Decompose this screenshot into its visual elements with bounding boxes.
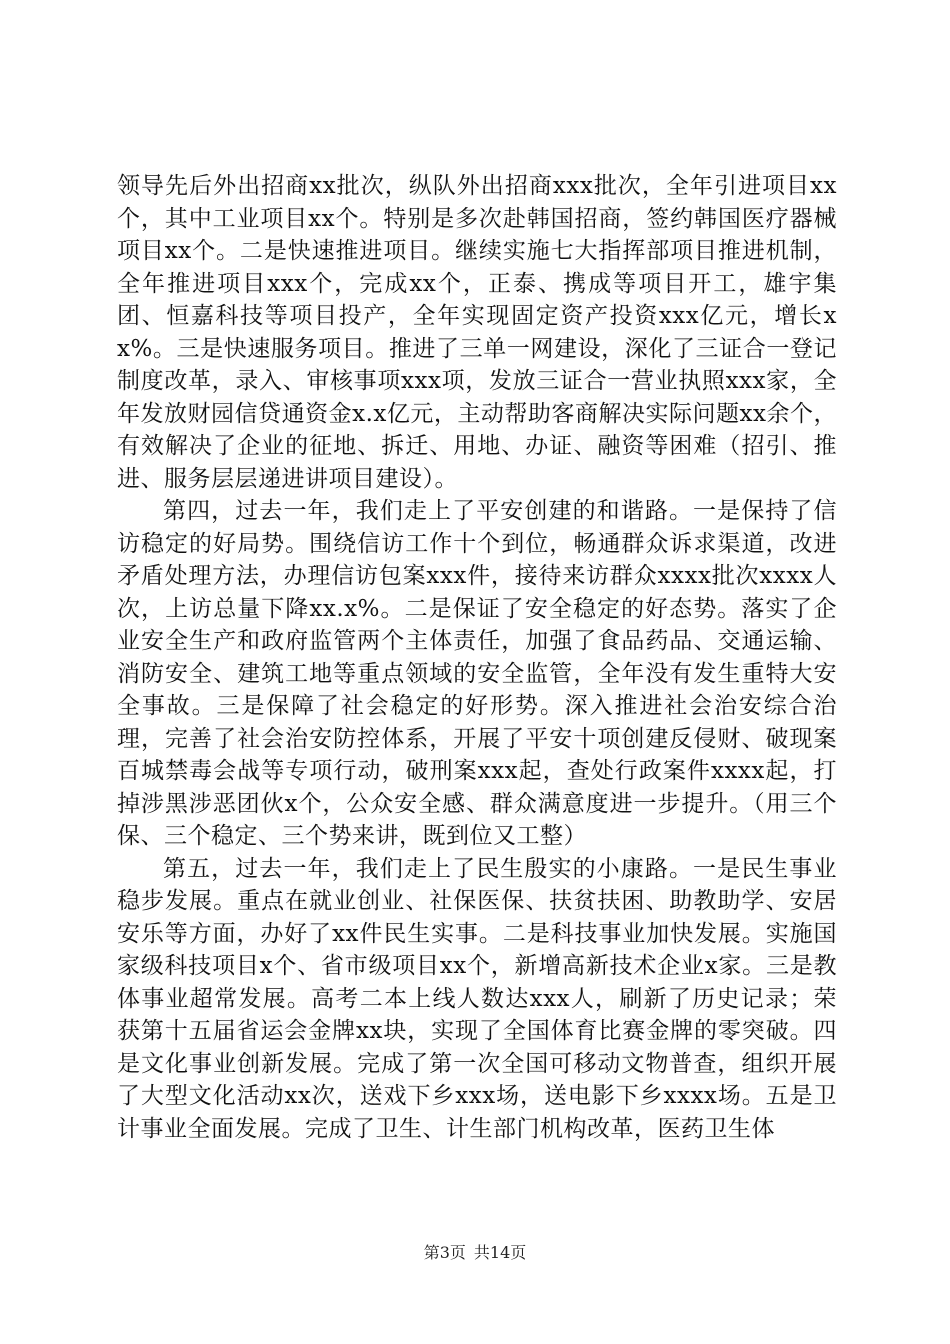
paragraph-2: 第四，过去一年，我们走上了平安创建的和谐路。一是保持了信访稳定的好局势。围绕信访工作十个到位，畅通群众诉求渠道，改进矛盾处理方法，办理信访包案xxx件，接待来访群众xxxx批次xxxx人次，上访总量下降xx.x%。二是保证了安全稳定的好态势。落实了企业安全生产和政府监管两个主体责任，加强了食品药品、交通运输、消防安全、建筑工地等重点领域的安全监管，全年没有发生重特大安全事故。三是保障了社会稳定的好形势。深入推进社会治安综合治理，完善了社会治安防控体系，开展了平安十项创建反侵财、破现案百城禁毒会战等专项行动，破刑案xxx起，查处行政案件xxxx起，打掉涉黑涉恶团伙x个，公众安全感、群众满意度进一步提升。（用三个保、三个稳定、三个势来讲，既到位又工整） xyxy=(117,498,837,849)
page-number-current: 第3页 xyxy=(423,1243,466,1262)
page-footer xyxy=(0,1242,950,1264)
document-body xyxy=(117,170,837,1145)
page-number-total: 共14页 xyxy=(473,1243,527,1262)
paragraph-1: 领导先后外出招商xx批次，纵队外出招商xxx批次，全年引进项目xx个，其中工业项目xx个。特别是多次赴韩国招商，签约韩国医疗器械项目xx个。二是快速推进项目。继续实施七大指挥部项目推进机制，全年推进项目xxx个，完成xx个，正泰、携成等项目开工，雄宇集团、恒嘉科技等项目投产，全年实现固定资产投资xxx亿元，增长xx%。三是快速服务项目。推进了三单一网建设，深化了三证合一登记制度改革，录入、审核事项xxx项，发放三证合一营业执照xxx家，全年发放财园信贷通资金x.x亿元，主动帮助客商解决实际问题xx余个，有效解决了企业的征地、拆迁、用地、办证、融资等困难（招引、推进、服务层层递进讲项目建设）。 xyxy=(117,173,837,492)
paragraph-3: 第五，过去一年，我们走上了民生殷实的小康路。一是民生事业稳步发展。重点在就业创业、社保医保、扶贫扶困、助教助学、安居安乐等方面，办好了xx件民生实事。二是科技事业加快发展。实施国家级科技项目x个、省市级项目xx个，新增高新技术企业x家。三是教体事业超常发展。高考二本上线人数达xxx人，刷新了历史记录；荣获第十五届省运会金牌xx块，实现了全国体育比赛金牌的零突破。四是文化事业创新发展。完成了第一次全国可移动文物普查，组织开展了大型文化活动xx次，送戏下乡xxx场，送电影下乡xxxx场。五是卫计事业全面发展。完成了卫生、计生部门机构改革，医药卫生体 xyxy=(117,855,837,1142)
